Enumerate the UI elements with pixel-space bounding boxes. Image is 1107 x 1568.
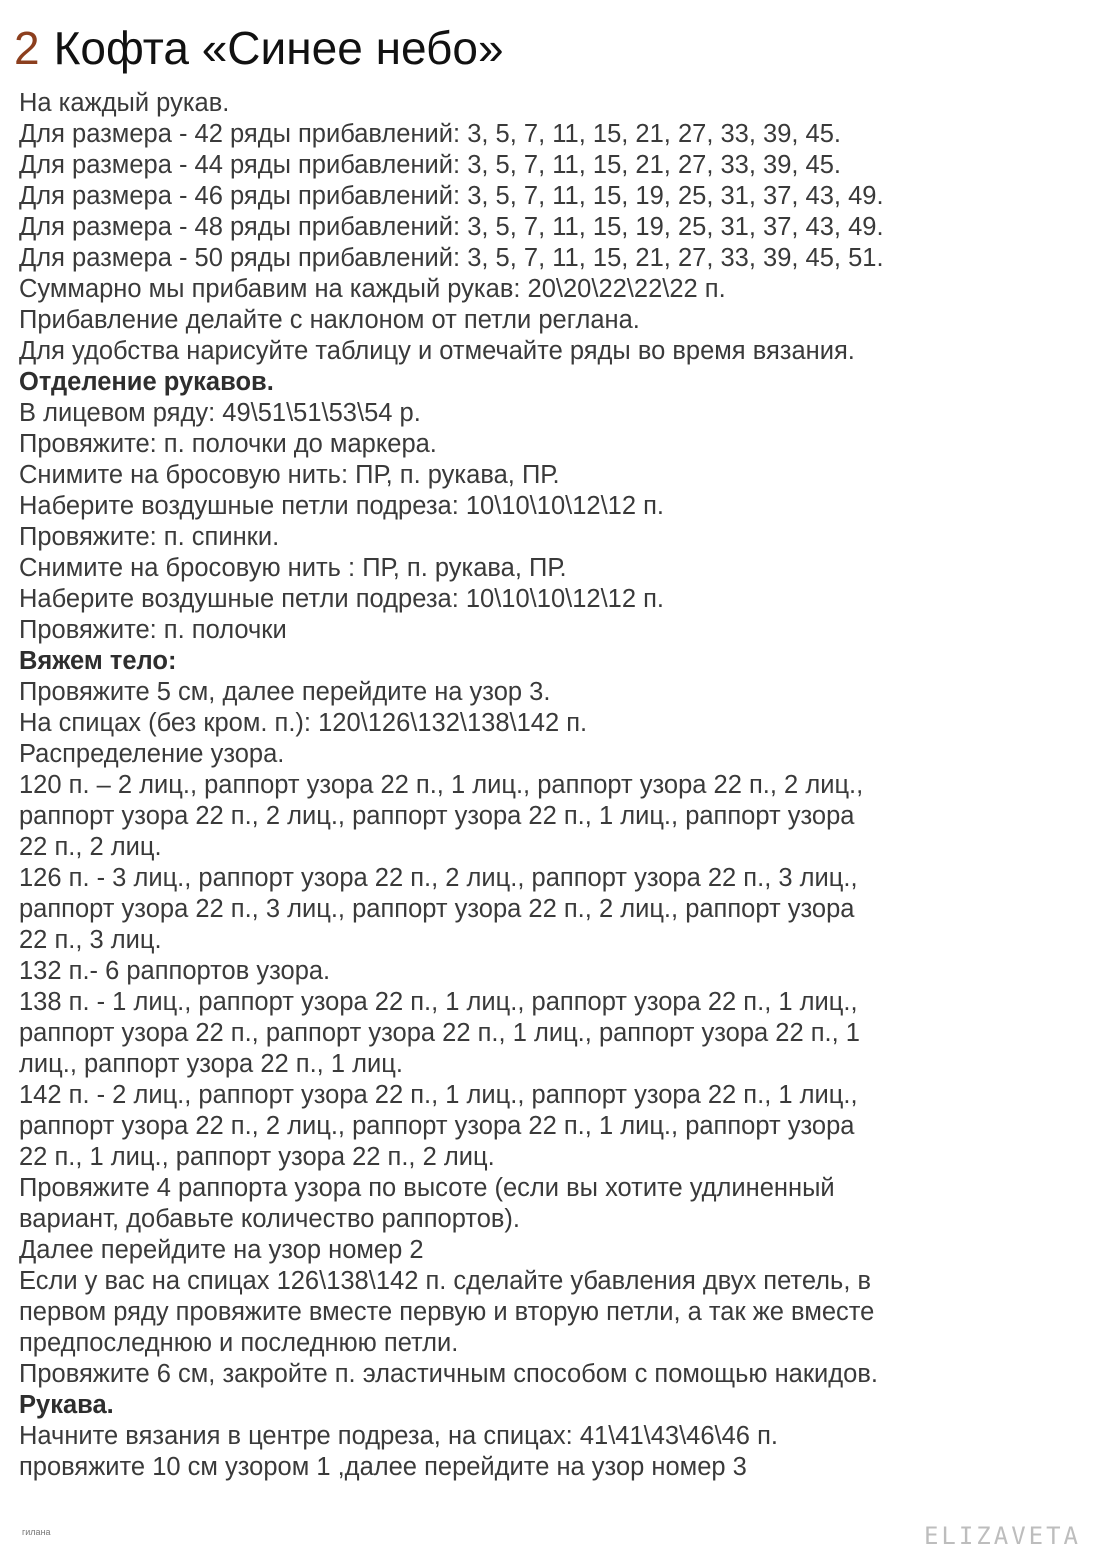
- text-line: Распределение узора.: [19, 740, 285, 768]
- text-line: 22 п., 1 лиц., раппорт узора 22 п., 2 лиц.: [19, 1143, 495, 1171]
- text-line: Провяжите: п. спинки.: [19, 523, 280, 551]
- text-line: раппорт узора 22 п., 2 лиц., раппорт узора 22 п., 1 лиц., раппорт узора: [19, 1112, 855, 1140]
- text-line: Для размера - 46 ряды прибавлений: 3, 5, 7, 11, 15, 19, 25, 31, 37, 43, 49.: [19, 182, 884, 210]
- text-line: Для размера - 50 ряды прибавлений: 3, 5, 7, 11, 15, 21, 27, 33, 39, 45, 51.: [19, 244, 884, 272]
- section-heading: Рукава.: [19, 1391, 114, 1419]
- text-line: Провяжите: п. полочки: [19, 616, 287, 644]
- text-line: Для размера - 48 ряды прибавлений: 3, 5, 7, 11, 15, 19, 25, 31, 37, 43, 49.: [19, 213, 884, 241]
- text-line: раппорт узора 22 п., 3 лиц., раппорт узора 22 п., 2 лиц., раппорт узора: [19, 895, 855, 923]
- text-line: На каждый рукав.: [19, 89, 230, 117]
- text-line: Начните вязания в центре подреза, на спицах: 41\41\43\46\46 п.: [19, 1422, 778, 1450]
- section-heading: Вяжем тело:: [19, 647, 177, 675]
- text-line: Прибавление делайте с наклоном от петли реглана.: [19, 306, 640, 334]
- text-line: вариант, добавьте количество раппортов).: [19, 1205, 521, 1233]
- footer-credit: гилана: [22, 1527, 51, 1537]
- text-line: Провяжите: п. полочки до маркера.: [19, 430, 437, 458]
- text-line: В лицевом ряду: 49\51\51\53\54 р.: [19, 399, 421, 427]
- text-line: 132 п.- 6 раппортов узора.: [19, 957, 331, 985]
- text-line: провяжите 10 см узором 1 ,далее перейдите на узор номер 3: [19, 1453, 747, 1481]
- text-line: Провяжите 5 см, далее перейдите на узор 3.: [19, 678, 551, 706]
- text-line: Суммарно мы прибавим на каждый рукав: 20\20\22\22\22 п.: [19, 275, 726, 303]
- text-line: 120 п. – 2 лиц., раппорт узора 22 п., 1 лиц., раппорт узора 22 п., 2 лиц.,: [19, 771, 864, 799]
- text-line: первом ряду провяжите вместе первую и вторую петли, а так же вместе: [19, 1298, 875, 1326]
- text-line: 22 п., 3 лиц.: [19, 926, 162, 954]
- text-line: 138 п. - 1 лиц., раппорт узора 22 п., 1 лиц., раппорт узора 22 п., 1 лиц.,: [19, 988, 858, 1016]
- text-line: Для размера - 42 ряды прибавлений: 3, 5, 7, 11, 15, 21, 27, 33, 39, 45.: [19, 120, 842, 148]
- section-heading: Отделение рукавов.: [19, 368, 274, 396]
- section-number: 2: [14, 22, 40, 74]
- text-line: Наберите воздушные петли подреза: 10\10\10\12\12 п.: [19, 492, 664, 520]
- text-line: раппорт узора 22 п., раппорт узора 22 п., 1 лиц., раппорт узора 22 п., 1: [19, 1019, 860, 1047]
- text-line: 126 п. - 3 лиц., раппорт узора 22 п., 2 лиц., раппорт узора 22 п., 3 лиц.,: [19, 864, 858, 892]
- text-line: Провяжите 6 см, закройте п. эластичным способом с помощью накидов.: [19, 1360, 878, 1388]
- text-line: Снимите на бросовую нить: ПР, п. рукава, ПР.: [19, 461, 560, 489]
- watermark: ELIZAVETA: [923, 1522, 1081, 1550]
- title-text: Кофта «Синее небо»: [53, 22, 504, 74]
- text-line: Если у вас на спицах 126\138\142 п. сделайте убавления двух петель, в: [19, 1267, 872, 1295]
- instructions-body: [19, 88, 1089, 1483]
- text-line: Наберите воздушные петли подреза: 10\10\10\12\12 п.: [19, 585, 664, 613]
- text-line: Для удобства нарисуйте таблицу и отмечайте ряды во время вязания.: [19, 337, 855, 365]
- text-line: 142 п. - 2 лиц., раппорт узора 22 п., 1 лиц., раппорт узора 22 п., 1 лиц.,: [19, 1081, 858, 1109]
- text-line: Для размера - 44 ряды прибавлений: 3, 5, 7, 11, 15, 21, 27, 33, 39, 45.: [19, 151, 842, 179]
- text-line: На спицах (без кром. п.): 120\126\132\138\142 п.: [19, 709, 588, 737]
- text-line: раппорт узора 22 п., 2 лиц., раппорт узора 22 п., 1 лиц., раппорт узора: [19, 802, 855, 830]
- text-line: предпоследнюю и последнюю петли.: [19, 1329, 459, 1357]
- page-title: [14, 22, 504, 74]
- text-line: 22 п., 2 лиц.: [19, 833, 162, 861]
- text-line: Снимите на бросовую нить : ПР, п. рукава, ПР.: [19, 554, 567, 582]
- text-line: лиц., раппорт узора 22 п., 1 лиц.: [19, 1050, 403, 1078]
- text-line: Провяжите 4 раппорта узора по высоте (если вы хотите удлиненный: [19, 1174, 835, 1202]
- text-line: Далее перейдите на узор номер 2: [19, 1236, 424, 1264]
